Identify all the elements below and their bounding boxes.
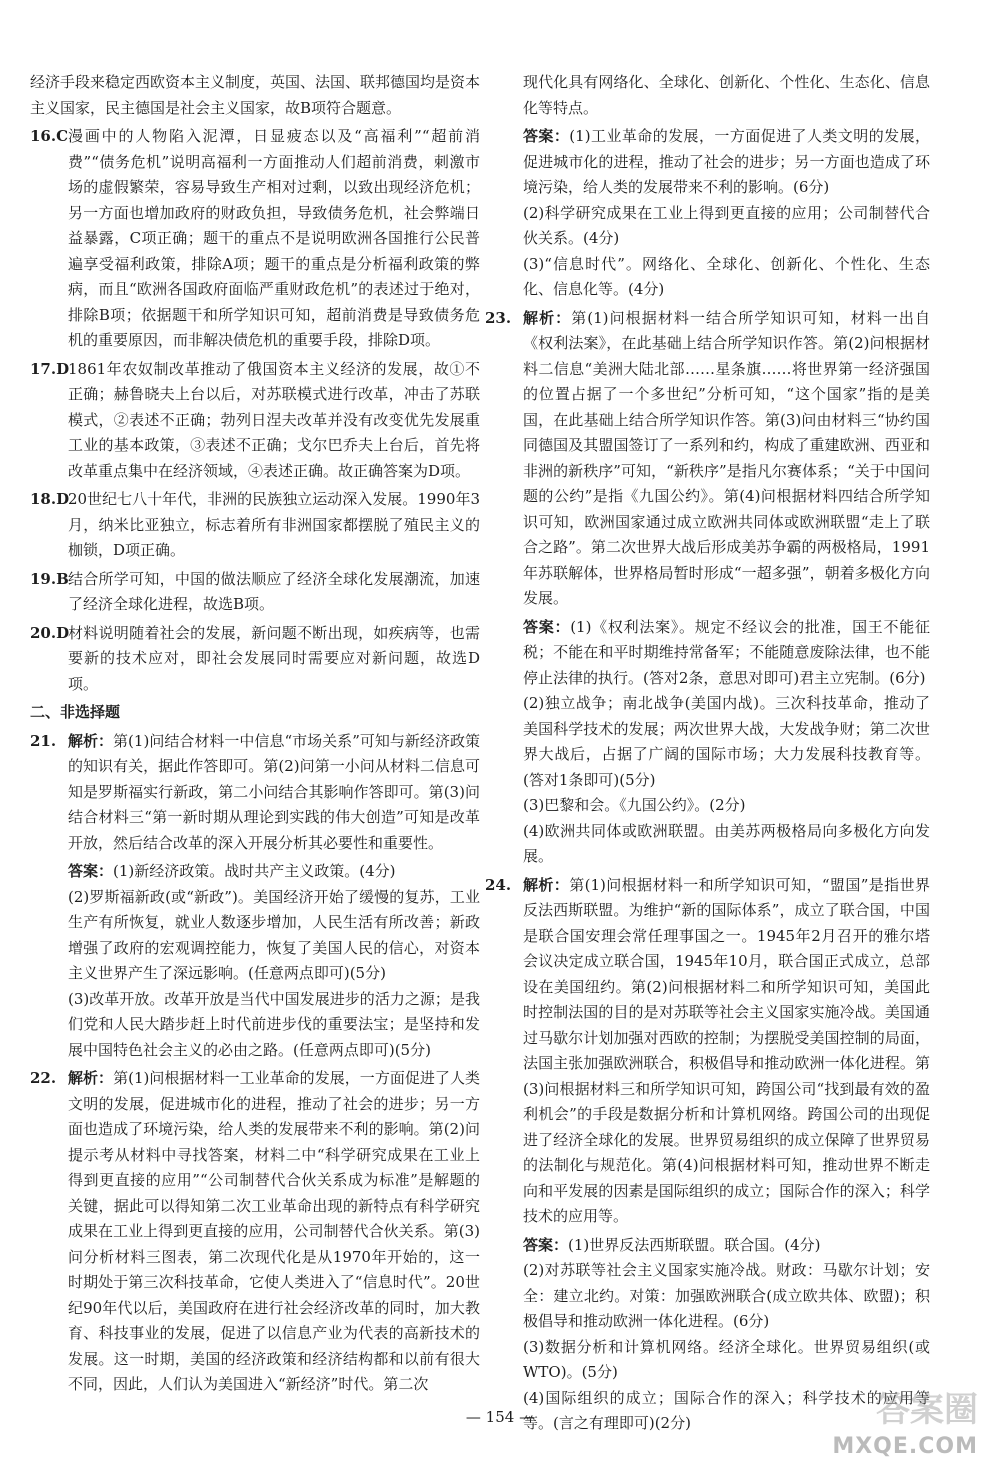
answer-part-2: (2)罗斯福新政(或“新政”)。美国经济开始了缓慢的复苏，工业生产有所恢复，就业人数逐步增加，人民生活有所改善；新政增强了政府的宏观调控能力，恢复了美国人民的信心，对资本主义世界产生了深远影响。(任意两点即可)(5分)	[68, 887, 480, 982]
question-number: 20.D	[30, 623, 70, 642]
answer-part-1: (1)《权利法案》。规定不经议会的批准，国王不能征税；不能在和平时期维持常备军；不能随意废除法律，也不能停止法律的执行。(答对2条，意思对即可)君主立宪制。(6分)	[523, 617, 930, 687]
analysis-label: 解析：	[68, 731, 114, 750]
question-16	[30, 124, 480, 354]
answer-part-2: (2)对苏联等社会主义国家实施冷战。财政：马歇尔计划；安全：建立北约。对策：加强欧洲联合(成立欧共体、欧盟)；积极倡导和推动欧洲一体化进程。(6分)	[523, 1261, 930, 1330]
answer-part-1: (1)工业革命的发展，一方面促进了人类文明的发展，促进城市化的进程，推动了社会的进步；另一方面也造成了环境污染，给人类的发展带来不利的影响。(6分)	[523, 127, 930, 196]
answer-part-2: (2)独立战争；南北战争(美国内战)。三次科技革命，推动了美国科学技术的发展；两次世界大战，大发战争财；第二次世界大战后，占据了广阔的国际市场；大力发展科技教育等。(答对1条即可)(5分)	[523, 694, 930, 789]
answer-22	[485, 124, 930, 303]
question-18	[30, 487, 480, 564]
question-20	[30, 621, 480, 698]
question-text: 1861年农奴制改革推动了俄国资本主义经济的发展，故①不正确；赫鲁晓夫上台以后，对苏联模式进行改革，冲击了苏联模式，②表述不正确；勃列日涅夫改革并没有改变优先发展重工业的基本政策，③表述不正确；戈尔巴乔夫上台后，首先将改革重点集中在经济领域，④表述正确。故正确答案为D项。	[68, 359, 480, 480]
question-number: 23.	[485, 308, 512, 327]
answer-part-4: (4)欧洲共同体或欧洲联盟。由美苏两极格局向多极化方向发展。	[523, 821, 930, 865]
answer-23	[485, 615, 930, 870]
answer-part-1: (1)世界反法西斯联盟。联合国。(4分)	[568, 1235, 821, 1254]
analysis-label: 解析：	[68, 1069, 114, 1087]
section-heading: 二、非选择题	[30, 703, 121, 721]
question-text: 结合所学可知，中国的做法顺应了经济全球化发展潮流，加速了经济全球化进程，故选B项。	[68, 569, 480, 613]
question-21	[30, 729, 480, 857]
question-number: 17.D	[30, 359, 70, 378]
analysis-label: 解析：	[523, 308, 572, 327]
question-number: 21.	[30, 731, 57, 750]
answer-label: 答案：	[523, 617, 571, 636]
analysis-label: 解析：	[523, 875, 570, 894]
answer-part-3: (3)巴黎和会。《九国公约》。(2分)	[523, 796, 746, 814]
answer-21	[30, 859, 480, 1063]
answer-part-3: (3)数据分析和计算机网络。经济全球化。世界贸易组织(或WTO)。(5分)	[523, 1337, 930, 1381]
watermark-logo-cn: 答案圈	[876, 1390, 978, 1430]
question-number: 16.C	[30, 127, 69, 145]
page-number: — 154 —	[465, 1408, 535, 1426]
question-17	[30, 357, 480, 485]
question-text: 20世纪七八十年代，非洲的民族独立运动深入发展。1990年3月，纳米比亚独立，标志着所有非洲国家都摆脱了殖民主义的枷锁，D项正确。	[68, 490, 480, 559]
question-19	[30, 567, 480, 618]
question-24	[485, 873, 930, 1230]
question-number: 22.	[30, 1069, 57, 1087]
answer-label: 答案：	[68, 862, 114, 880]
analysis-continuation: 现代化具有网络化、全球化、创新化、个性化、生态化、信息化等特点。	[523, 73, 930, 117]
intro-paragraph: 经济手段来稳定西欧资本主义制度，英国、法国、联邦德国均是资本主义国家，民主德国是社会主义国家，故B项符合题意。	[30, 73, 481, 117]
answer-part-1: (1)新经济政策。战时共产主义政策。(4分)	[113, 862, 396, 880]
answer-label: 答案：	[523, 1235, 569, 1254]
analysis-text: 第(1)问结合材料一中信息“市场关系”可知与新经济政策的知识有关，据此作答即可。第(2)问第一小问从材料二信息可知是罗斯福实行新政，第二小问结合其影响作答即可。第(3)问结合材料三“第一新时期从理论到实践的伟大创造”可知是改革开放，然后结合改革的深入开展分析其必要性和重要性。	[68, 731, 480, 852]
answer-part-4: (4)国际组织的成立；国际合作的深入；科学技术的应用等等。(言之有理即可)(2分)	[523, 1388, 930, 1432]
question-23	[485, 306, 930, 612]
question-22	[30, 1066, 480, 1398]
analysis-text: 第(1)问根据材料一和所学知识可知，“盟国”是指世界反法西斯联盟。为维护“新的国际体系”，成立了联合国，中国是联合国安理会常任理事国之一。1945年2月召开的雅尔塔会议决定成立联合国，1945年10月，联合国正式成立，总部设在美国纽约。第(2)问根据材料二和所学知识可知，美国此时控制法国的目的是对苏联等社会主义国家实施冷战。美国通过马歇尔计划加强对西欧的控制；为摆脱受美国控制的局面，法国主张加强欧洲联合，积极倡导和推动欧洲一体化进程。第(3)问根据材料三和所学知识可知，跨国公司“找到最有效的盈利机会”的手段是数据分析和计算机网络。跨国公司的出现促进了经济全球化的发展。世界贸易组织的成立保障了世界贸易的法制化与规范化。第(4)问根据材料可知，推动世界不断走向和平发展的因素是国际组织的成立；国际合作的深入；科学技术的应用等。	[523, 875, 930, 1225]
watermark-logo-en: MXQE.COM	[832, 1434, 978, 1459]
analysis-text: 第(1)问根据材料一工业革命的发展，一方面促进了人类文明的发展，促进城市化的进程，推动了社会的进步；另一方面也造成了环境污染，给人类的发展带来不利的影响。第(2)问提示考从材料中寻找答案，材料二中“科学研究成果在工业上得到更直接的应用”“公司制替代合伙关系成为标准”是解题的关键，据此可以得知第二次工业革命出现的新特点有科学研究成果在工业上得到更直接的应用，公司制替代合伙关系。第(3)问分析材料三图表，第二次现代化是从1970年开始的，这一时期处于第三次科技革命，它使人类进入了“信息时代”。20世纪90年代以后，美国政府在进行社会经济改革的同时，加大教育、科技事业的发展，促进了以信息产业为代表的高新技术的发展。这一时期，美国的经济政策和经济结构都和以前有很大不同，因此，人们认为美国进入“新经济”时代。第二次	[68, 1069, 480, 1393]
answer-24	[485, 1233, 930, 1437]
question-number: 19.B	[30, 569, 69, 588]
question-text: 材料说明随着社会的发展，新问题不断出现，如疾病等，也需要新的技术应对，即社会发展同时需要应对新问题，故选D项。	[68, 623, 480, 693]
answer-label: 答案：	[523, 127, 570, 145]
answer-part-2: (2)科学研究成果在工业上得到更直接的应用；公司制替代合伙关系。(4分)	[523, 203, 930, 247]
answer-part-3: (3)“信息时代”。网络化、全球化、创新化、个性化、生态化、信息化等。(4分)	[523, 254, 930, 298]
right-column	[485, 70, 930, 1440]
question-number: 24.	[485, 875, 512, 894]
question-text: 漫画中的人物陷入泥潭，日显疲态以及“高福利”“超前消费”“债务危机”说明高福利一方面推动人们超前消费，刺激市场的虚假繁荣，容易导致生产相对过剩，以致出现经济危机；另一方面也增加政府的财政负担，导致债务危机，社会弊端日益暴露，C项正确；题干的重点不是说明欧洲各国推行公民普遍享受福利政策，排除A项；题干的重点是分析福利政策的弊病，而且“欧洲各国政府面临严重财政危机”的表述过于绝对，排除B项；依据题干和所学知识可知，超前消费是导致债务危机的重要原因，而非解决债危机的重要手段，排除D项。	[68, 127, 480, 349]
answer-part-3: (3)改革开放。改革开放是当代中国发展进步的活力之源；是我们党和人民大踏步赶上时代前进步伐的重要法宝；是坚持和发展中国特色社会主义的必由之路。(任意两点即可)(5分)	[68, 989, 480, 1059]
question-number: 18.D	[30, 490, 70, 508]
left-column	[30, 70, 480, 1401]
analysis-text: 第(1)问根据材料一结合所学知识可知，材料一出自《权利法案》，在此基础上结合所学知识作答。第(2)问根据材料二信息“美洲大陆北部……星条旗……将世界第一经济强国的位置占据了一个多世纪”分析可知，“这个国家”指的是美国，在此基础上结合所学知识作答。第(3)问由材料三“协约国同德国及其盟国签订了一系列和约，构成了重建欧洲、西亚和非洲的新秩序”可知，“新秩序”是指凡尔赛体系；“关于中国问题的公约”是指《九国公约》。第(4)问根据材料四结合所学知识可知，欧洲国家通过成立欧洲共同体或欧洲联盟“走上了联合之路”。第二次世界大战后形成美苏争霸的两极格局，1991年苏联解体，世界格局暂时形成“一超多强”，朝着多极化方向发展。	[523, 308, 930, 607]
